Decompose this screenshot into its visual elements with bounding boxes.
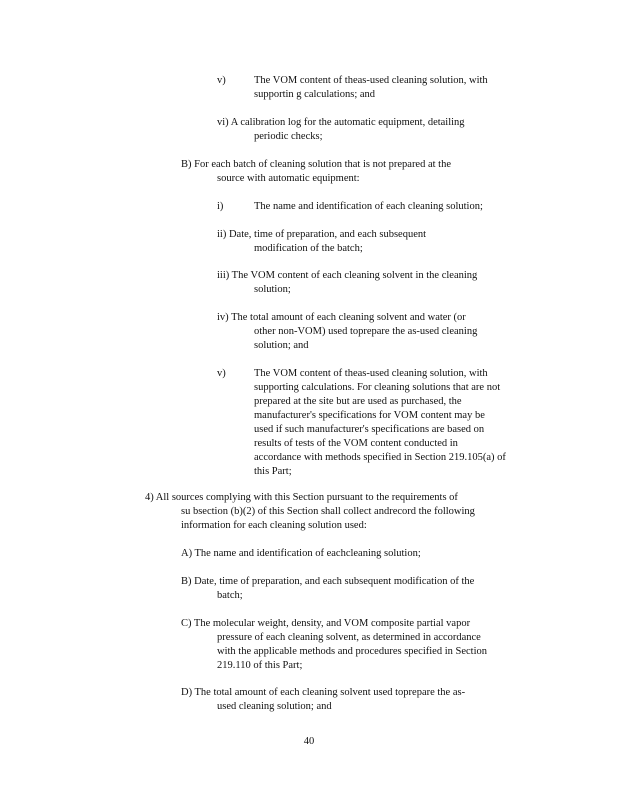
item-continuation-line: used cleaning solution; and bbox=[217, 701, 332, 712]
item-continuation-line: periodic checks; bbox=[254, 131, 323, 142]
item-continuation-line: prepared at the site but are used as purchased, the bbox=[254, 396, 462, 407]
item-first-line: D) The total amount of each cleaning solvent used toprepare the as- bbox=[181, 687, 466, 698]
item-continuation-line: used if such manufacturer's specifications are based on bbox=[254, 424, 485, 435]
item-continuation-line: modification of the batch; bbox=[254, 243, 363, 254]
paragraph-item bbox=[181, 686, 541, 714]
item-continuation-line: 219.110 of this Part; bbox=[217, 660, 303, 671]
paragraph-item bbox=[217, 116, 547, 144]
item-first-line: ii) Date, time of preparation, and each subsequent bbox=[217, 229, 427, 240]
item-continuation-line: results of tests of the VOM content conducted in bbox=[254, 438, 458, 449]
paragraph-item bbox=[217, 228, 547, 256]
item-first-line: iv) The total amount of each cleaning solvent and water (or bbox=[217, 312, 466, 323]
item-first-line: B) For each batch of cleaning solution that is not prepared at the bbox=[181, 159, 452, 170]
item-continuation-line: information for each cleaning solution used: bbox=[181, 520, 367, 531]
item-continuation-line: solution; bbox=[254, 284, 291, 295]
paragraph-item bbox=[145, 491, 545, 533]
paragraph-item bbox=[217, 74, 547, 102]
item-continuation-line: manufacturer's specifications for VOM content may be bbox=[254, 410, 485, 421]
item-first-line: 4) All sources complying with this Section pursuant to the requirements of bbox=[145, 492, 458, 503]
paragraph-item bbox=[217, 269, 547, 297]
item-continuation-line: supporting calculations. For cleaning solutions that are not bbox=[254, 382, 501, 393]
item-continuation-line: pressure of each cleaning solvent, as determined in accordance bbox=[217, 632, 481, 643]
item-continuation-line: batch; bbox=[217, 590, 243, 601]
item-first-line: The VOM content of theas-used cleaning solution, with bbox=[254, 368, 488, 379]
item-continuation-line: supportin g calculations; and bbox=[254, 89, 376, 100]
item-continuation-line: solution; and bbox=[254, 340, 309, 351]
item-continuation-line: source with automatic equipment: bbox=[217, 173, 360, 184]
paragraph-item bbox=[181, 575, 541, 603]
item-continuation-line: su bsection (b)(2) of this Section shall collect andrecord the following bbox=[181, 506, 475, 517]
item-continuation-line: accordance with methods specified in Section 219.105(a) of bbox=[254, 452, 506, 463]
paragraph-item bbox=[181, 617, 541, 673]
item-first-line: iii) The VOM content of each cleaning solvent in the cleaning bbox=[217, 270, 478, 281]
page-number: 40 bbox=[303, 736, 315, 747]
paragraph-item bbox=[181, 158, 541, 186]
item-continuation-line: other non-VOM) used toprepare the as-used cleaning bbox=[254, 326, 478, 337]
item-first-line: The VOM content of theas-used cleaning solution, with bbox=[254, 75, 488, 86]
item-first-line: A) The name and identification of eachcleaning solution; bbox=[181, 548, 421, 559]
item-marker: v) bbox=[217, 368, 226, 379]
paragraph-item bbox=[217, 367, 557, 479]
item-first-line: B) Date, time of preparation, and each subsequent modification of the bbox=[181, 576, 475, 587]
paragraph-item bbox=[217, 311, 547, 353]
paragraph-item bbox=[217, 200, 547, 214]
item-marker: v) bbox=[217, 75, 226, 86]
item-marker: i) bbox=[217, 201, 224, 212]
paragraph-item bbox=[181, 547, 541, 561]
item-continuation-line: this Part; bbox=[254, 466, 292, 477]
item-first-line: The name and identification of each cleaning solution; bbox=[254, 201, 483, 212]
item-first-line: vi) A calibration log for the automatic equipment, detailing bbox=[217, 117, 465, 128]
item-continuation-line: with the applicable methods and procedures specified in Section bbox=[217, 646, 488, 657]
item-first-line: C) The molecular weight, density, and VOM composite partial vapor bbox=[181, 618, 471, 629]
